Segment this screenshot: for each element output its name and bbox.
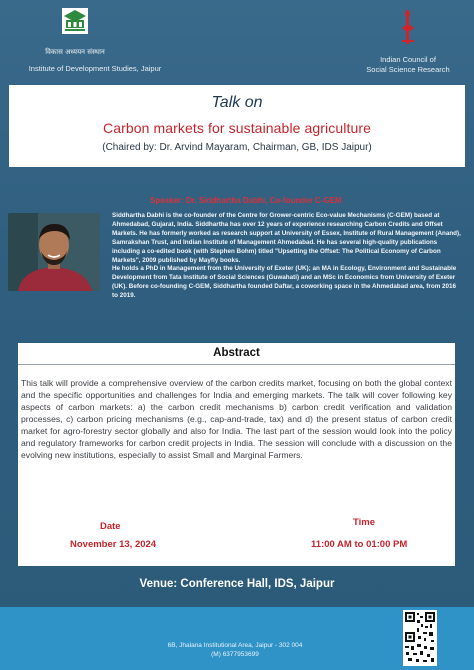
footer-phone: (M) 6377953699 (211, 651, 259, 658)
speaker-bio-paragraph-1: Siddhartha Dabhi is the co-founder of the Centre for Grower-centric Eco-value Mechanisms (C-GEM) based at Ahmedabad, Gujarat, India. Siddhartha has over 12 years of experience researching Carbon Credits and Offset Markets. He has formerly worked as research support at University of Essex, Institute of Rural Management (Anand), Samrakshan Trust, and Indian Institute of Management Ahmedabad. He has several high-quality publications including a co-edited book (with Stephen Bohm) titled "Upsetting the Offset: The Political Economy of Carbon Markets", 2009 published by Mayfly books. (112, 212, 461, 264)
footer-address-block (100, 641, 370, 659)
abstract-text: This talk will provide a comprehensive overview of the carbon credits market, focusing on both the global context and the specific opportunities and challenges for India and emerging markets. The talk will cover following key aspects of carbon markets: a) the carbon credit mechanisms b) carbon credit verification and validation processes, c) carbon pricing mechanisms (e.g., cap-and-trade, tax) and d) the present status of carbon credit market for agro-forestry sector globally and also for India. The last part of the session would look into the policy and regulatory frameworks for carbon credit projects in India. The session will conclude with a discussion on the evolving new institutions, especially to assist Small and Marginal Farmers. (21, 378, 452, 460)
speaker-bio-paragraph-2: He holds a PhD in Management from the University of Exeter (UK); an MA in Ecology, Environment and Sustainable Development from Tata Institute of Social Sciences (Guwahati) and an MSc in Economics from University of Exeter (UK). Before co-founding C-GEM, Siddhartha founded Daftar, a coworking space in the Ahmedabad area, from 2016 to 2019. (112, 265, 457, 300)
date-value: November 13, 2024 (70, 539, 157, 550)
speaker-photo (8, 213, 100, 291)
icssr-name (358, 55, 458, 75)
talk-label: Talk on (211, 94, 263, 111)
abstract-divider (18, 364, 455, 365)
time-value: 11:00 AM to 01:00 PM (311, 539, 408, 550)
ids-logo-icon (62, 8, 88, 34)
icssr-logo-icon (401, 10, 415, 44)
talk-box (9, 85, 465, 167)
date-label: Date (100, 521, 121, 532)
time-label: Time (353, 517, 376, 528)
talk-chair: (Chaired by: Dr. Arvind Mayaram, Chairman, GB, IDS Jaipur) (102, 142, 372, 153)
icssr-name-line1: Indian Council of (380, 55, 436, 64)
speaker-portrait-icon (8, 213, 100, 291)
footer-address: 6B, Jhalana Institutional Area, Jaipur - 302 004 (167, 642, 303, 649)
talk-title: Carbon markets for sustainable agriculture (103, 120, 371, 136)
speaker-bio (112, 212, 462, 301)
header (0, 0, 474, 82)
abstract-title: Abstract (213, 347, 260, 359)
speaker-heading: Speaker: Dr. Siddhartha Dabhi, Co-founder C-GEM (150, 196, 342, 205)
qr-code-icon[interactable] (403, 610, 437, 666)
ids-hindi-name: विकास अध्ययन संस्थान (45, 48, 105, 56)
ids-name: Institute of Development Studies, Jaipur (28, 64, 162, 73)
icssr-name-line2: Social Science Research (366, 65, 450, 74)
abstract-box (18, 343, 455, 566)
venue: Venue: Conference Hall, IDS, Jaipur (139, 578, 335, 590)
